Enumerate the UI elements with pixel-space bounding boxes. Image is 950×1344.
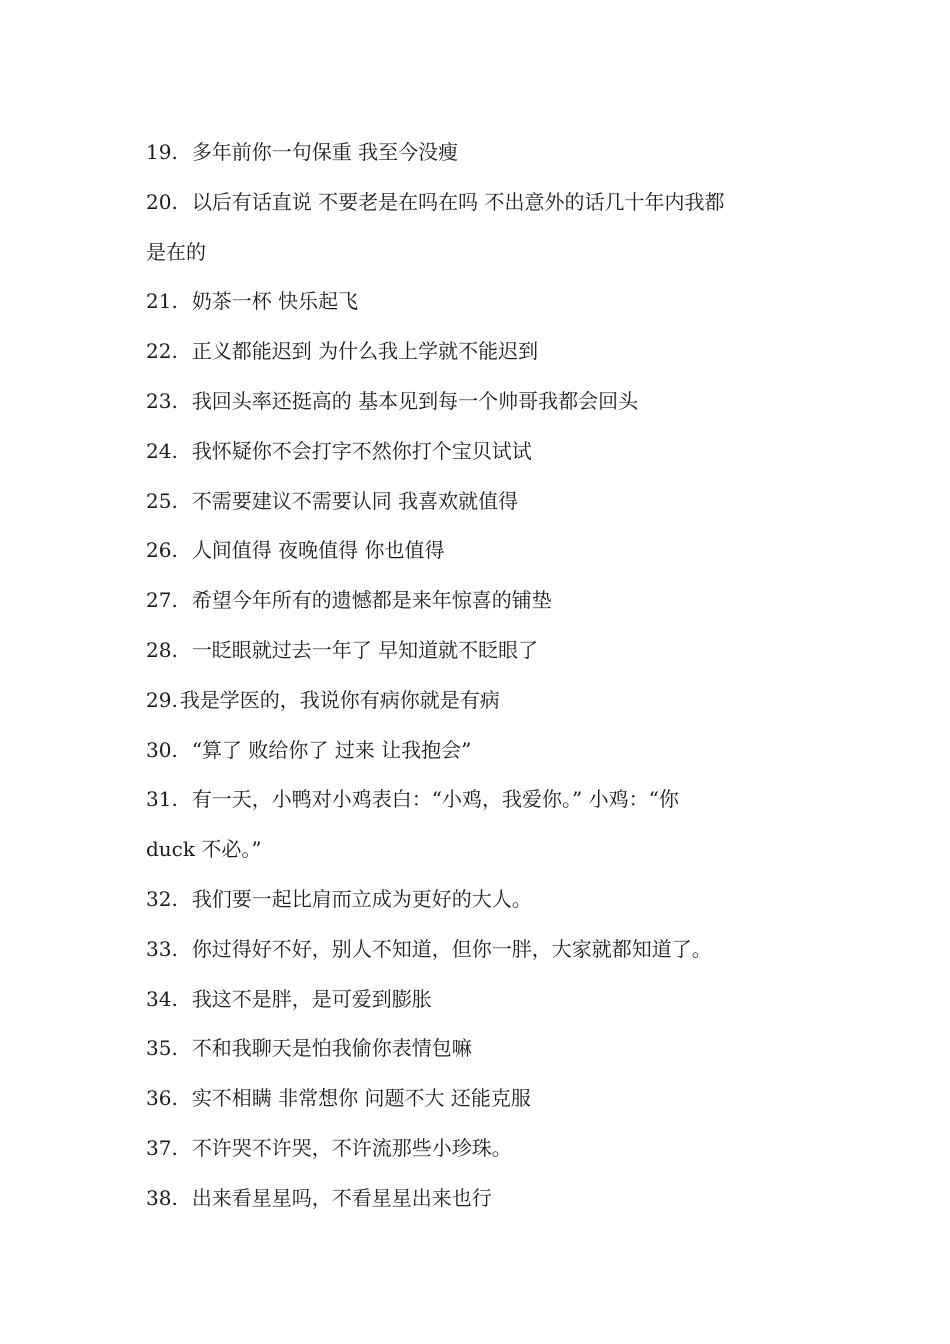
list-item — [146, 377, 810, 427]
item-number: 32. — [146, 886, 178, 911]
item-number: 38. — [146, 1185, 178, 1210]
item-text: 不和我聊天是怕我偷你表情包嘛 — [191, 1036, 472, 1061]
item-number: 19. — [146, 140, 178, 164]
item-text: 实不相瞒 非常想你 问题不大 还能克服 — [191, 1086, 531, 1111]
list-item — [146, 1124, 810, 1174]
list-item — [146, 975, 810, 1025]
item-number: 29. — [146, 687, 178, 712]
item-number: 36. — [146, 1086, 178, 1111]
item-text: 不需要建议不需要认同 我喜欢就值得 — [191, 488, 519, 513]
list-item — [146, 477, 810, 527]
item-number: 27. — [146, 588, 178, 613]
item-text: 出来看星星吗，不看星星出来也行 — [191, 1185, 492, 1210]
item-number: 33. — [146, 936, 178, 961]
item-number: 26. — [146, 538, 178, 563]
list-item — [146, 277, 810, 327]
item-text: 我回头率还挺高的 基本见到每一个帅哥我都会回头 — [191, 388, 639, 413]
item-number: 37. — [146, 1135, 178, 1160]
list-item — [146, 676, 810, 726]
item-text: 以后有话直说 不要老是在吗在吗 不出意外的话几十年内我都 — [191, 189, 725, 214]
item-number: 25. — [146, 488, 178, 513]
item-number: 35. — [146, 1036, 178, 1061]
list-item — [146, 128, 810, 178]
item-number: 30. — [146, 737, 178, 762]
item-text: 我们要一起比肩而立成为更好的大人。 — [191, 886, 532, 911]
list-item — [146, 726, 810, 776]
list-item — [146, 327, 810, 377]
list-item — [146, 1074, 810, 1124]
item-text: 正义都能迟到 为什么我上学就不能迟到 — [191, 339, 539, 364]
list-item — [146, 1174, 810, 1224]
item-text-continued: 是在的 — [146, 239, 206, 264]
item-number: 24. — [146, 438, 178, 463]
item-text: 一眨眼就过去一年了 早知道就不眨眼了 — [191, 637, 539, 662]
item-text: 我是学医的，我说你有病你就是有病 — [179, 687, 500, 712]
list-item — [146, 526, 810, 576]
item-text: 多年前你一句保重 我至今没瘦 — [191, 140, 459, 164]
item-text: “算了 败给你了 过来 让我抱会” — [191, 737, 472, 762]
list-item — [146, 1024, 810, 1074]
item-text: 我怀疑你不会打字不然你打个宝贝试试 — [191, 438, 532, 463]
list-item — [146, 576, 810, 626]
text-lines — [146, 128, 810, 1224]
item-text: 我这不是胖，是可爱到膨胀 — [191, 986, 432, 1011]
list-item — [146, 427, 810, 477]
item-text: 人间值得 夜晚值得 你也值得 — [191, 538, 445, 563]
item-number: 20. — [146, 189, 178, 214]
item-text: 你过得好不好，别人不知道，但你一胖，大家就都知道了。 — [191, 936, 712, 961]
item-number: 22. — [146, 339, 178, 364]
item-text: 不许哭不许哭，不许流那些小珍珠。 — [191, 1135, 512, 1160]
list-item — [146, 775, 810, 875]
item-number: 28. — [146, 637, 178, 662]
item-number: 31. — [146, 787, 178, 812]
item-number: 34. — [146, 986, 178, 1011]
list-item — [146, 925, 810, 975]
item-text-continued: duck 不必。” — [146, 837, 262, 862]
item-text: 奶茶一杯 快乐起飞 — [191, 289, 359, 314]
list-item — [146, 178, 810, 278]
item-text: 有一天，小鸭对小鸡表白：“小鸡，我爱你。” 小鸡：“你 — [191, 787, 679, 812]
item-number: 21. — [146, 289, 178, 314]
list-item — [146, 875, 810, 925]
list-item — [146, 626, 810, 676]
item-text: 希望今年所有的遗憾都是来年惊喜的铺垫 — [191, 588, 552, 613]
item-number: 23. — [146, 388, 178, 413]
